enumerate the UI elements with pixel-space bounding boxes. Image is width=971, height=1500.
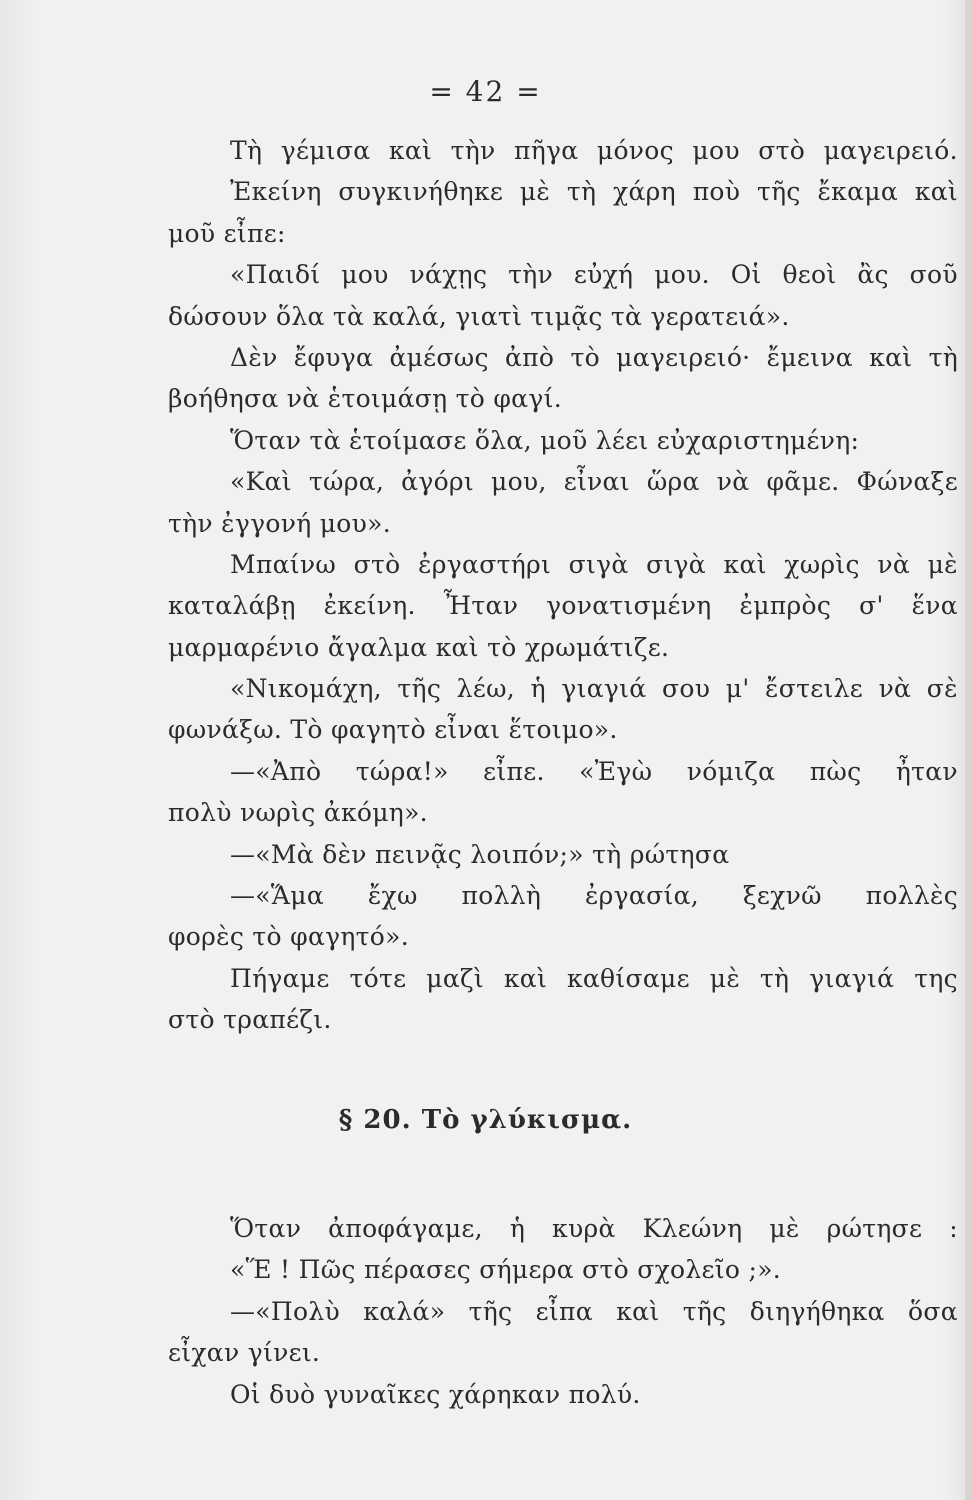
word: Ὅταν [230,1214,302,1243]
word: γιαγιά [561,674,647,704]
text-line [168,337,958,378]
word: τώρα!» [355,756,449,786]
word: καθίσαμε [566,963,690,993]
word: σιγὰ [568,549,629,579]
text-block-part1 [168,130,958,1041]
word: καὶ [616,1296,660,1326]
word: Τὴ [230,136,263,165]
text-line: «Ἕ ! Πῶς πέρασες σήμερα στὸ σχολεῖο ;». [230,1255,782,1285]
word: κυρὰ [552,1214,616,1243]
word: τὴ [566,177,597,207]
text-line: φωνάξω. Τὸ φαγητὸ εἶναι ἕτοιμο». [168,715,618,745]
word: εὐχή [573,260,634,290]
page-edge [965,0,971,1500]
word: νὰ [878,674,912,704]
word: μαζὶ [426,963,484,993]
word: ἡ [530,674,546,704]
word: μου, [491,467,547,497]
word: στὸ [353,549,401,579]
word: καὶ [388,136,433,165]
word: —«Ἀπὸ [230,756,322,786]
word: ἀποφάγαμε, [328,1214,483,1243]
text-line: βοήθησα νὰ ἑτοιμάσῃ τὸ φαγί. [168,384,562,414]
text-block-part2 [168,1208,958,1415]
word: Πήγαμε [230,963,330,993]
word: ξεχνῶ [742,881,822,911]
word: ἐμπρὸς [739,591,832,621]
word: μου [692,136,740,165]
word: της [914,963,958,993]
word: σ' [859,591,884,621]
word: πῆγα [513,136,579,165]
text-line [168,668,958,709]
word: νόμιζα [686,756,776,786]
word: ὅσα [908,1296,958,1326]
word: ἦταν [895,756,958,786]
word: —«Πολὺ [230,1296,340,1326]
word: ρώτησε [826,1214,923,1243]
word: μόνος [596,136,674,165]
word: ἐκείνη. [323,591,416,621]
word: καὶ [503,963,548,993]
word: ἔχω [367,881,418,911]
word: πολλὲς [865,881,958,911]
word: τὸ [570,342,600,372]
text-line: φορὲς τὸ φαγητό». [168,922,409,952]
text-line [168,751,958,792]
word: Φώναξε [856,467,958,497]
word: πολλὴ [461,881,542,911]
text-line [168,461,958,502]
text-line [168,1208,958,1249]
word: λέω, [456,674,516,704]
text-line: —«Μὰ δὲν πεινᾷς λοιπόν;» τὴ ρώτησα [230,839,730,869]
word: τῆς [468,1296,513,1326]
text-line: τὴν ἐγγονή μου». [168,508,391,538]
word: Κλεώνη [642,1214,743,1243]
word: τῆς [757,177,801,207]
word: μὲ [769,1214,800,1243]
word: μαγειρειό· [616,342,751,372]
word: ἔστειλε [765,674,864,704]
word: Μπαίνω [230,549,337,579]
text-line: μοῦ εἶπε: [168,218,286,248]
word: καὶ [869,342,913,372]
word: πὼς [809,756,862,786]
word: συγκινήθηκε [338,177,504,207]
word: ἐργασία, [584,881,700,911]
word: σὲ [926,674,958,704]
word: μὲ [709,963,741,993]
word: χάρη [613,177,676,207]
word: «Παιδί [230,260,321,290]
text-line: δώσουν ὅλα τὰ καλά, γιατὶ τιμᾷς τὰ γερατειά». [168,301,790,331]
word: εἶπε. [483,756,545,786]
word: ἔμεινα [766,342,853,372]
text-line: Ὅταν τὰ ἑτοίμασε ὅλα, μοῦ λέει εὐχαριστημένη: [230,425,860,455]
word: ἔκαμα [817,177,899,207]
word: εἶπα [535,1296,593,1326]
word: «Ἐγὼ [579,756,653,786]
word: «Καὶ [230,467,292,497]
text-line [168,171,958,212]
word: ἐργαστήρι [418,549,552,579]
word: καὶ [723,549,767,579]
word: τὴν [450,136,496,165]
word: «Νικομάχη, [230,674,382,704]
word: μου. [654,260,710,290]
page-number-header: = 42 = [429,75,542,108]
word: : [949,1214,958,1243]
word: γιαγιά [809,963,895,993]
word: σοῦ [909,260,958,290]
word: Οἱ [730,260,762,290]
word: γονατισμένη [546,591,712,621]
word: τὴ [759,963,790,993]
word: ἡ [509,1214,526,1243]
word: εἶναι [563,467,630,497]
word: μ' [725,674,750,704]
text-line [168,1291,958,1332]
text-line: μαρμαρένιο ἄγαλμα καὶ τὸ χρωμάτιζε. [168,632,670,662]
word: καλά» [363,1296,446,1326]
word: ὥρα [646,467,700,497]
word: θεοὶ [782,260,837,290]
section-title: § 20. Τὸ γλύκισμα. [338,1105,633,1135]
word: —«Ἅμα [230,881,325,911]
text-line [168,130,958,171]
text-line [168,585,958,626]
word: μαγειρειό. [823,136,958,165]
word: ἀπὸ [504,342,555,372]
text-line: εἶχαν γίνει. [168,1338,321,1368]
text-line [168,544,958,585]
word: Δὲν [230,342,278,372]
word: στὸ [758,136,806,165]
word: σιγὰ [646,549,706,579]
word: μὲ [927,549,958,579]
word: τότε [349,963,407,993]
word: ποὺ [692,177,741,207]
word: τώρα, [308,467,385,497]
word: ἂς [857,260,889,290]
word: μου [341,260,389,290]
text-line [168,958,958,999]
word: Ἐκείνη [230,177,322,207]
word: νὰ [877,549,911,579]
word: τὴ [928,342,958,372]
word: σου [662,674,711,704]
text-line [168,875,958,916]
text-line: πολὺ νωρὶς ἀκόμη». [168,798,428,828]
word: τῆς [397,674,442,704]
word: μὲ [519,177,551,207]
word: νάχῃς [409,260,488,290]
text-line [168,254,958,295]
text-line: στὸ τραπέζι. [168,1005,332,1035]
word: διηγήθηκα [749,1296,885,1326]
word: φᾶμε. [766,467,840,497]
word: νὰ [716,467,750,497]
word: χωρὶς [784,549,860,579]
word: καταλάβῃ [168,591,296,621]
word: τὴν [508,260,554,290]
word: γέμισα [280,136,371,165]
text-line: Οἱ δυὸ γυναῖκες χάρηκαν πολύ. [230,1379,641,1409]
word: τῆς [682,1296,727,1326]
word: ἔφυγα [293,342,374,372]
word: καὶ [914,177,958,207]
word: ἀγόρι [401,467,475,497]
word: Ἦταν [443,591,519,621]
word: ἀμέσως [389,342,489,372]
word: ἕνα [911,591,958,621]
